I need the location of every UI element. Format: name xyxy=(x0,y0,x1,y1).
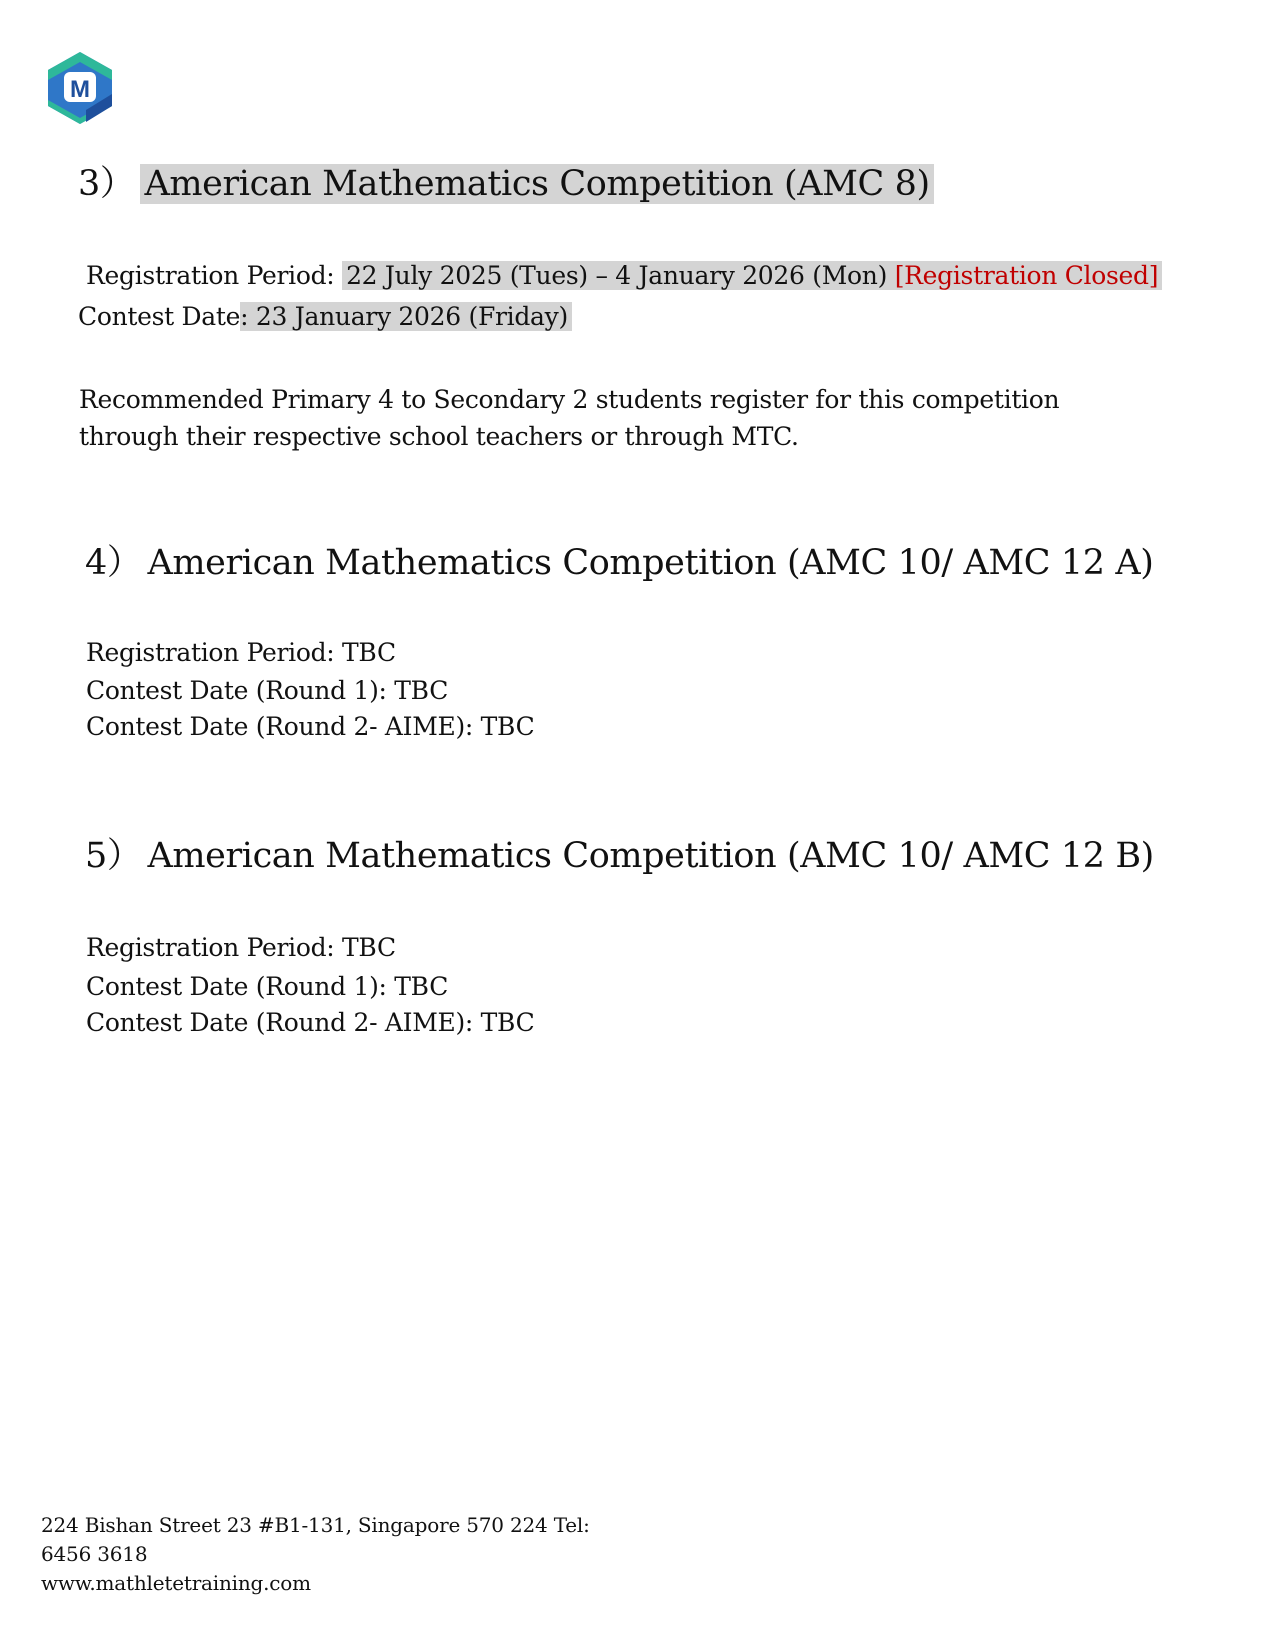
footer-website-link[interactable]: www.mathletetraining.com xyxy=(41,1571,311,1595)
section-5-registration: Registration Period: TBC xyxy=(86,933,396,962)
section-3-heading xyxy=(78,162,934,206)
section-3-registration xyxy=(86,259,1162,293)
section-5-round-1: Contest Date (Round 1): TBC xyxy=(86,972,449,1001)
section-3-contest-date xyxy=(78,300,572,334)
registration-status: [Registration Closed] xyxy=(894,261,1159,290)
section-4-round-1: Contest Date (Round 1): TBC xyxy=(86,676,449,705)
section-4-round-2: Contest Date (Round 2- AIME): TBC xyxy=(86,712,535,741)
section-3-title: American Mathematics Competition (AMC 8) xyxy=(140,164,933,204)
registration-period-value: 22 July 2025 (Tues) – 4 January 2026 (Mon) xyxy=(346,261,888,290)
description-line-2: through their respective school teachers or through MTC. xyxy=(79,422,799,451)
registration-label: Registration Period: xyxy=(86,261,335,290)
section-5-title: American Mathematics Competition (AMC 10/ AMC 12 B) xyxy=(147,836,1154,876)
section-4-number: 4） xyxy=(85,543,142,583)
section-5-heading xyxy=(85,834,1154,878)
contest-date-label: Contest Date xyxy=(78,302,241,331)
contest-date-value: : 23 January 2026 (Friday) xyxy=(240,302,572,331)
section-5-round-2: Contest Date (Round 2- AIME): TBC xyxy=(86,1008,535,1037)
section-4-registration: Registration Period: TBC xyxy=(86,638,396,667)
section-3-number: 3） xyxy=(78,164,135,204)
description-line-1: Recommended Primary 4 to Secondary 2 students register for this competition xyxy=(79,385,1060,414)
logo-letter: M xyxy=(70,76,90,103)
section-4-title: American Mathematics Competition (AMC 10/ AMC 12 A) xyxy=(147,543,1154,583)
footer-address-line-2: 6456 3618 xyxy=(41,1542,148,1566)
footer-contact xyxy=(41,1511,590,1598)
section-4-heading xyxy=(85,541,1154,585)
section-5-number: 5） xyxy=(85,836,142,876)
mtc-logo-icon xyxy=(46,50,114,126)
company-logo xyxy=(46,50,114,126)
footer-address-line-1: 224 Bishan Street 23 #B1-131, Singapore 570 224 Tel: xyxy=(41,1513,590,1537)
section-3-description xyxy=(79,381,1059,455)
